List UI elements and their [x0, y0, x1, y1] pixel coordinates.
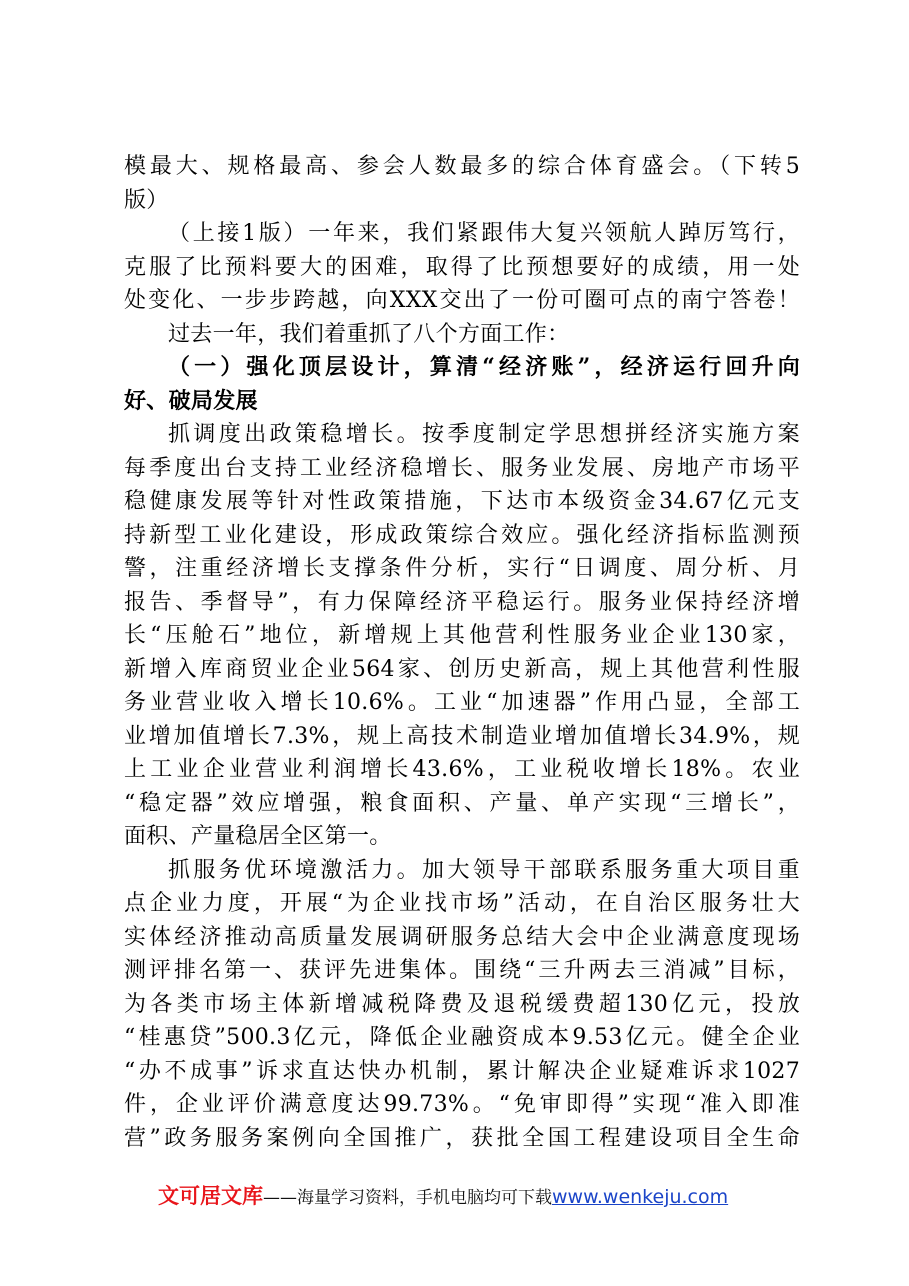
- paragraph-line: 点企业力度，开展“为企业找市场”活动，在自治区服务壮大: [124, 891, 800, 916]
- paragraph-line: 业增加值增长7.3%，规上高技术制造业增加值增长34.9%，规: [124, 723, 800, 749]
- paragraph-line: 每季度出台支持工业经济稳增长、服务业发展、房地产市场平: [124, 455, 800, 481]
- paragraph-line: 稳健康发展等针对性政策措施，下达市本级资金34.67亿元支: [124, 489, 800, 514]
- paragraph-line: 新增入库商贸业企业564家、创历史新高，规上其他营利性服: [124, 656, 800, 682]
- paragraph-line: 版）: [124, 187, 169, 213]
- paragraph-line: 模最大、规格最高、参会人数最多的综合体育盛会。（下转5: [124, 154, 800, 179]
- footer-tagline: ——海量学习资料，手机电脑均可下载: [263, 1188, 552, 1208]
- paragraph-line: 警，注重经济增长支撑条件分析，实行“日调度、周分析、月: [124, 556, 800, 581]
- paragraph-line: 件，企业评价满意度达99.73%。“免审即得”实现“准入即准: [124, 1092, 800, 1117]
- paragraph-line: 长“压舱石”地位，新增规上其他营利性服务业企业130家，: [124, 623, 800, 648]
- footer-website-link[interactable]: www.wenkeju.com: [552, 1186, 729, 1208]
- paragraph-line: 为各类市场主体新增减税降费及退税缓费超130亿元，投放: [124, 991, 800, 1017]
- paragraph-line: 营”政务服务案例向全国推广，获批全国工程建设项目全生命: [124, 1125, 800, 1151]
- document-body: [124, 150, 800, 1155]
- footer-banner: [158, 1181, 728, 1211]
- paragraph-line: 务业营业收入增长10.6%。工业“加速器”作用凸显，全部工: [124, 690, 800, 715]
- paragraph-line: 处变化、一步步跨越，向XXX交出了一份可圈可点的南宁答卷！: [124, 288, 800, 313]
- section-heading-line: 好、破局发展: [124, 387, 258, 414]
- paragraph-line: “桂惠贷”500.3亿元，降低企业融资成本9.53亿元。健全企业: [124, 1025, 800, 1050]
- section-heading-line: （一）强化顶层设计，算清“经济账”，经济运行回升向: [168, 354, 800, 380]
- paragraph-line: 上工业企业营业利润增长43.6%，工业税收增长18%。农业: [124, 757, 800, 782]
- paragraph-line: 报告、季督导”，有力保障经济平稳运行。服务业保持经济增: [124, 589, 800, 615]
- paragraph-line: （上接1版）一年来，我们紧跟伟大复兴领航人踔厉笃行，: [168, 221, 800, 246]
- paragraph-line: 克服了比预料要大的困难，取得了比预想要好的成绩，用一处: [124, 254, 800, 280]
- paragraph-line: 测评排名第一、获评先进集体。围绕“三升两去三消减”目标，: [124, 958, 800, 983]
- paragraph-line: 面积、产量稳居全区第一。: [124, 824, 392, 849]
- paragraph-line: 抓调度出政策稳增长。按季度制定学思想拼经济实施方案: [168, 422, 800, 447]
- footer-brand: 文可居文库: [158, 1184, 263, 1208]
- paragraph-line: 实体经济推动高质量发展调研服务总结大会中企业满意度现场: [124, 924, 800, 950]
- paragraph-line: “稳定器”效应增强，粮食面积、产量、单产实现“三增长”，: [124, 790, 800, 816]
- paragraph-line: 抓服务优环境激活力。加大领导干部联系服务重大项目重: [168, 857, 800, 883]
- paragraph-line: 过去一年，我们着重抓了八个方面工作：: [168, 321, 570, 347]
- paragraph-line: 持新型工业化建设，形成政策综合效应。强化经济指标监测预: [124, 522, 800, 548]
- paragraph-line: “办不成事”诉求直达快办机制，累计解决企业疑难诉求1027: [124, 1058, 800, 1084]
